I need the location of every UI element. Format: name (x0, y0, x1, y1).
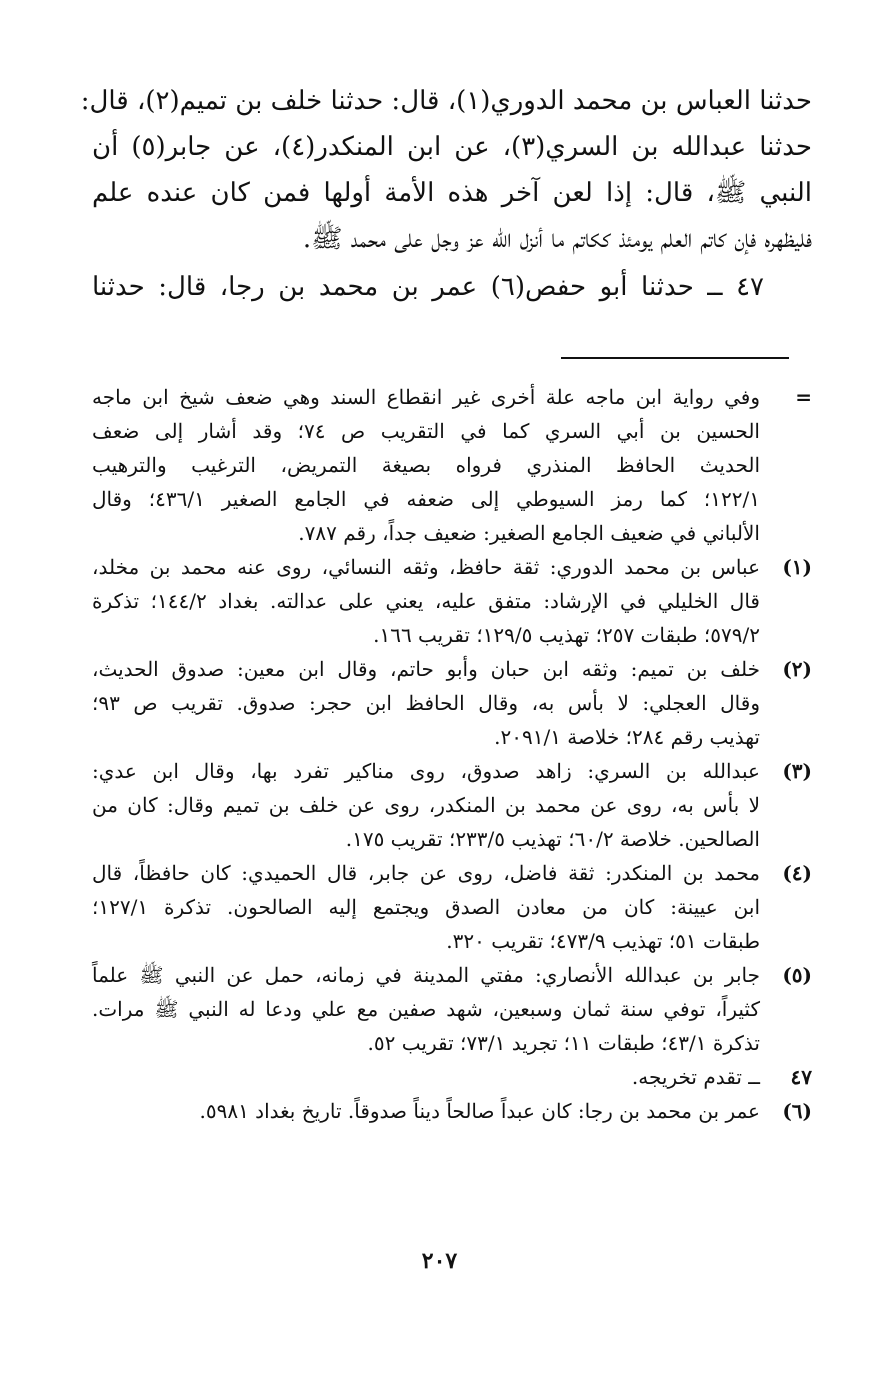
footnote-line: وفي رواية ابن ماجه علة أخرى غير انقطاع السند وهي ضعف شيخ ابن ماجه (92, 385, 760, 409)
footnote-2 (92, 652, 812, 754)
footnotes (92, 380, 812, 1128)
footnote-line: عباس بن محمد الدوري: ثقة حافظ، وثقه النسائي، روى عنه محمد بن مخلد، (92, 555, 760, 579)
footnote-marker: (١) (782, 555, 812, 579)
footnote-line: ١٢٢/١؛ كما رمز السيوطي إلى ضعفه في الجامع الصغير ٤٣٦/١؛ وقال (92, 487, 760, 511)
footnote-6 (92, 1094, 812, 1128)
footnote-1 (92, 550, 812, 652)
footnote-line: لا بأس به، روى عن محمد بن المنكدر، روى عن خلف بن تميم وقال: كان من (92, 793, 760, 817)
footnote-3 (92, 754, 812, 856)
footnote-marker: (٢) (782, 657, 812, 681)
footnote-line: عبدالله بن السري: زاهد صدوق، روى مناكير تفرد بها، وقال ابن عدي: (92, 759, 760, 783)
footnote-marker: (٤) (782, 861, 812, 885)
footnote-line: ــ تقدم تخريجه. (631, 1065, 760, 1089)
footnote-5 (92, 958, 812, 1060)
footnote-line: خلف بن تميم: وثقه ابن حبان وأبو حاتم، وقال ابن معين: صدوق الحديث، (92, 657, 760, 681)
footnote-line: كثيراً، توفي سنة ثمان وسبعين، شهد صفين مع علي ودعا له النبي ﷺ مرات. (92, 997, 760, 1021)
footnote-marker: = (795, 385, 812, 409)
footnote-marker: (٥) (782, 963, 812, 987)
footnote-4 (92, 856, 812, 958)
main-text-line: النبي ﷺ، قال: إذا لعن آخر هذه الأمة أولها فمن كان عنده علم (92, 178, 812, 208)
footnote-line: قال الخليلي في الإرشاد: متفق عليه، يعني على عدالته. بغداد ١٤٤/٢؛ تذكرة (92, 589, 760, 613)
footnote-line: الألباني في ضعيف الجامع الصغير: ضعيف جداً، رقم ٧٨٧. (298, 521, 760, 545)
main-text (80, 78, 812, 310)
footnote-line: ابن عيينة: كان من معادن الصدق ويجتمع إليه الصالحون. تذكرة ١٢٧/١؛ (92, 895, 760, 919)
footnote-line: تهذيب رقم ٢٨٤؛ خلاصة ٢٠٩١/١. (494, 725, 760, 749)
footnote-line: عمر بن محمد بن رجا: كان عبداً صالحاً ديناً صدوقاً. تاريخ بغداد ٥٩٨١. (199, 1099, 760, 1123)
main-text-line: حدثنا العباس بن محمد الدوري(١)، قال: حدثنا خلف بن تميم(٢)، قال: (80, 86, 812, 116)
footnote-continuation (92, 380, 812, 550)
footnote-line: تذكرة ٤٣/١؛ طبقات ١١؛ تجريد ٧٣/١؛ تقريب ٥٢. (367, 1031, 760, 1055)
footnote-separator (561, 357, 789, 359)
main-text-line: حدثنا عبدالله بن السري(٣)، عن ابن المنكدر(٤)، عن جابر(٥) أن (92, 132, 812, 162)
footnote-marker: ٤٧ (790, 1065, 812, 1089)
hadith-47-opening: ٤٧ ــ حدثنا أبو حفص(٦) عمر بن محمد بن رجا، قال: حدثنا (92, 272, 764, 302)
footnote-line: وقال العجلي: لا بأس به، وقال الحافظ ابن حجر: صدوق. تقريب ص ٩٣؛ (92, 691, 760, 715)
footnote-marker: (٣) (782, 759, 812, 783)
footnote-line: الحديث الحافظ المنذري فرواه بصيغة التمريض، الترغيب والترهيب (92, 453, 760, 477)
footnote-line: جابر بن عبدالله الأنصاري: مفتي المدينة في زمانه، حمل عن النبي ﷺ علماً (92, 963, 760, 987)
page-number: ٢٠٧ (421, 1248, 458, 1274)
footnote-line: محمد بن المنكدر: ثقة فاضل، روى عن جابر، قال الحميدي: كان حافظاً، قال (92, 861, 760, 885)
footnote-line: ٥٧٩/٢؛ طبقات ٢٥٧؛ تهذيب ١٢٩/٥؛ تقريب ١٦٦. (373, 623, 760, 647)
footnote-line: الصالحين. خلاصة ٦٠/٢؛ تهذيب ٢٣٣/٥؛ تقريب ١٧٥. (345, 827, 760, 851)
footnote-line: طبقات ٥١؛ تهذيب ٤٧٣/٩؛ تقريب ٣٢٠. (446, 929, 760, 953)
footnote-line: الحسين بن أبي السري كما في التقريب ص ٧٤؛ وقد أشار إلى ضعف (92, 419, 760, 443)
footnote-hadith-47 (92, 1060, 812, 1094)
main-text-line: فليظهره فإن كاتم العلم يومئذ ككاتم ما أنزل الله عز وجل على محمد ﷺ. (302, 224, 812, 254)
footnote-marker: (٦) (782, 1099, 812, 1123)
